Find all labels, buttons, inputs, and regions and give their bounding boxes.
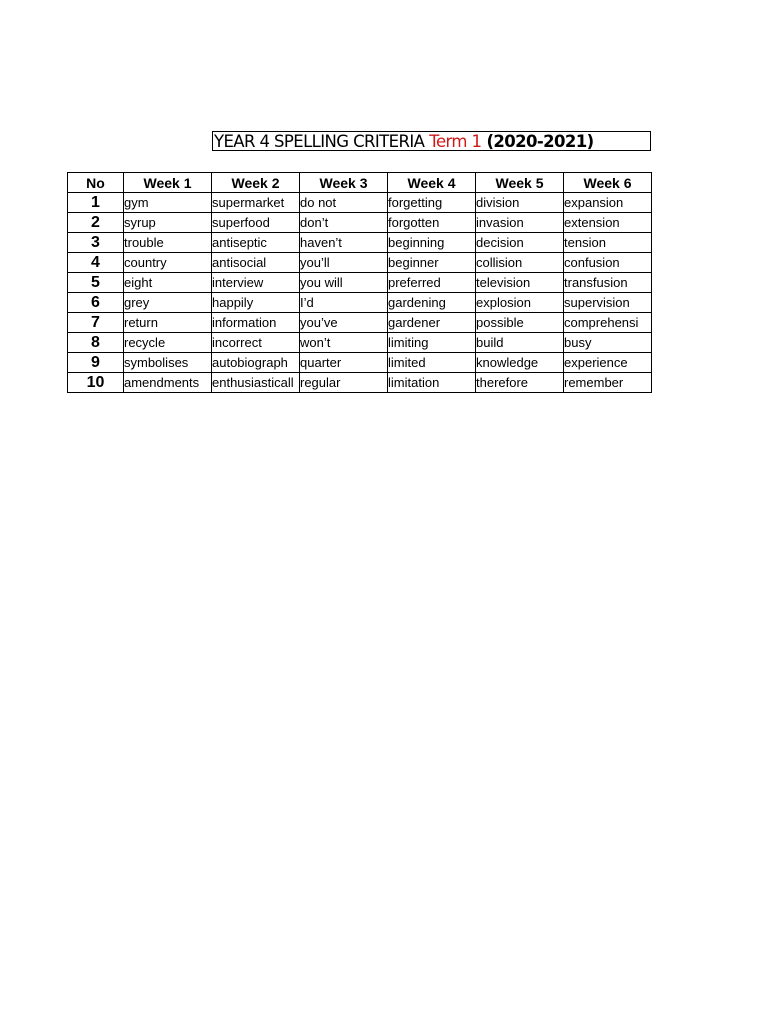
row-number: 9	[68, 353, 124, 373]
word-cell: expansion	[564, 193, 652, 213]
word-cell: extension	[564, 213, 652, 233]
word-cell: division	[476, 193, 564, 213]
word-cell: syrup	[124, 213, 212, 233]
word-cell: grey	[124, 293, 212, 313]
word-cell: preferred	[388, 273, 476, 293]
word-cell: invasion	[476, 213, 564, 233]
title-term-text: Term 1	[429, 132, 482, 151]
word-cell: decision	[476, 233, 564, 253]
word-cell: return	[124, 313, 212, 333]
word-cell: gardener	[388, 313, 476, 333]
word-cell: collision	[476, 253, 564, 273]
header-week-1: Week 1	[124, 173, 212, 193]
table-row	[68, 273, 652, 293]
word-cell: happily	[212, 293, 300, 313]
word-cell: regular	[300, 373, 388, 393]
table-row	[68, 313, 652, 333]
row-number: 10	[68, 373, 124, 393]
word-cell: eight	[124, 273, 212, 293]
word-cell: explosion	[476, 293, 564, 313]
row-number: 4	[68, 253, 124, 273]
table-row	[68, 293, 652, 313]
table-row	[68, 333, 652, 353]
document-title	[212, 131, 651, 151]
header-week-6: Week 6	[564, 173, 652, 193]
word-cell: busy	[564, 333, 652, 353]
header-week-5: Week 5	[476, 173, 564, 193]
word-cell: amendments	[124, 373, 212, 393]
word-cell: I’d	[300, 293, 388, 313]
word-cell: quarter	[300, 353, 388, 373]
table-row	[68, 233, 652, 253]
word-cell: you will	[300, 273, 388, 293]
row-number: 2	[68, 213, 124, 233]
word-cell: beginner	[388, 253, 476, 273]
word-cell: haven’t	[300, 233, 388, 253]
row-number: 1	[68, 193, 124, 213]
word-cell: limited	[388, 353, 476, 373]
table-row	[68, 253, 652, 273]
row-number: 6	[68, 293, 124, 313]
word-cell: forgetting	[388, 193, 476, 213]
word-cell: transfusion	[564, 273, 652, 293]
title-main-text: YEAR 4 SPELLING CRITERIA	[214, 132, 425, 151]
table-row	[68, 213, 652, 233]
word-cell: enthusiasticall	[212, 373, 300, 393]
header-no: No	[68, 173, 124, 193]
word-cell: remember	[564, 373, 652, 393]
word-cell: knowledge	[476, 353, 564, 373]
table-row	[68, 353, 652, 373]
table-header-row	[68, 173, 652, 193]
row-number: 7	[68, 313, 124, 333]
word-cell: limitation	[388, 373, 476, 393]
table-row	[68, 373, 652, 393]
header-week-3: Week 3	[300, 173, 388, 193]
word-cell: information	[212, 313, 300, 333]
word-cell: superfood	[212, 213, 300, 233]
word-cell: trouble	[124, 233, 212, 253]
word-cell: therefore	[476, 373, 564, 393]
word-cell: you’ll	[300, 253, 388, 273]
word-cell: forgotten	[388, 213, 476, 233]
word-cell: incorrect	[212, 333, 300, 353]
word-cell: limiting	[388, 333, 476, 353]
word-cell: you’ve	[300, 313, 388, 333]
header-week-2: Week 2	[212, 173, 300, 193]
spelling-table	[67, 172, 652, 393]
word-cell: experience	[564, 353, 652, 373]
word-cell: supermarket	[212, 193, 300, 213]
word-cell: antiseptic	[212, 233, 300, 253]
title-year-text: (2020-2021)	[486, 132, 594, 151]
word-cell: television	[476, 273, 564, 293]
header-week-4: Week 4	[388, 173, 476, 193]
word-cell: autobiograph	[212, 353, 300, 373]
word-cell: don’t	[300, 213, 388, 233]
word-cell: recycle	[124, 333, 212, 353]
row-number: 8	[68, 333, 124, 353]
row-number: 5	[68, 273, 124, 293]
word-cell: confusion	[564, 253, 652, 273]
word-cell: symbolises	[124, 353, 212, 373]
word-cell: comprehensi	[564, 313, 652, 333]
word-cell: won’t	[300, 333, 388, 353]
word-cell: country	[124, 253, 212, 273]
word-cell: tension	[564, 233, 652, 253]
word-cell: antisocial	[212, 253, 300, 273]
word-cell: interview	[212, 273, 300, 293]
row-number: 3	[68, 233, 124, 253]
word-cell: do not	[300, 193, 388, 213]
word-cell: build	[476, 333, 564, 353]
word-cell: supervision	[564, 293, 652, 313]
word-cell: gym	[124, 193, 212, 213]
word-cell: gardening	[388, 293, 476, 313]
word-cell: beginning	[388, 233, 476, 253]
table-row	[68, 193, 652, 213]
word-cell: possible	[476, 313, 564, 333]
